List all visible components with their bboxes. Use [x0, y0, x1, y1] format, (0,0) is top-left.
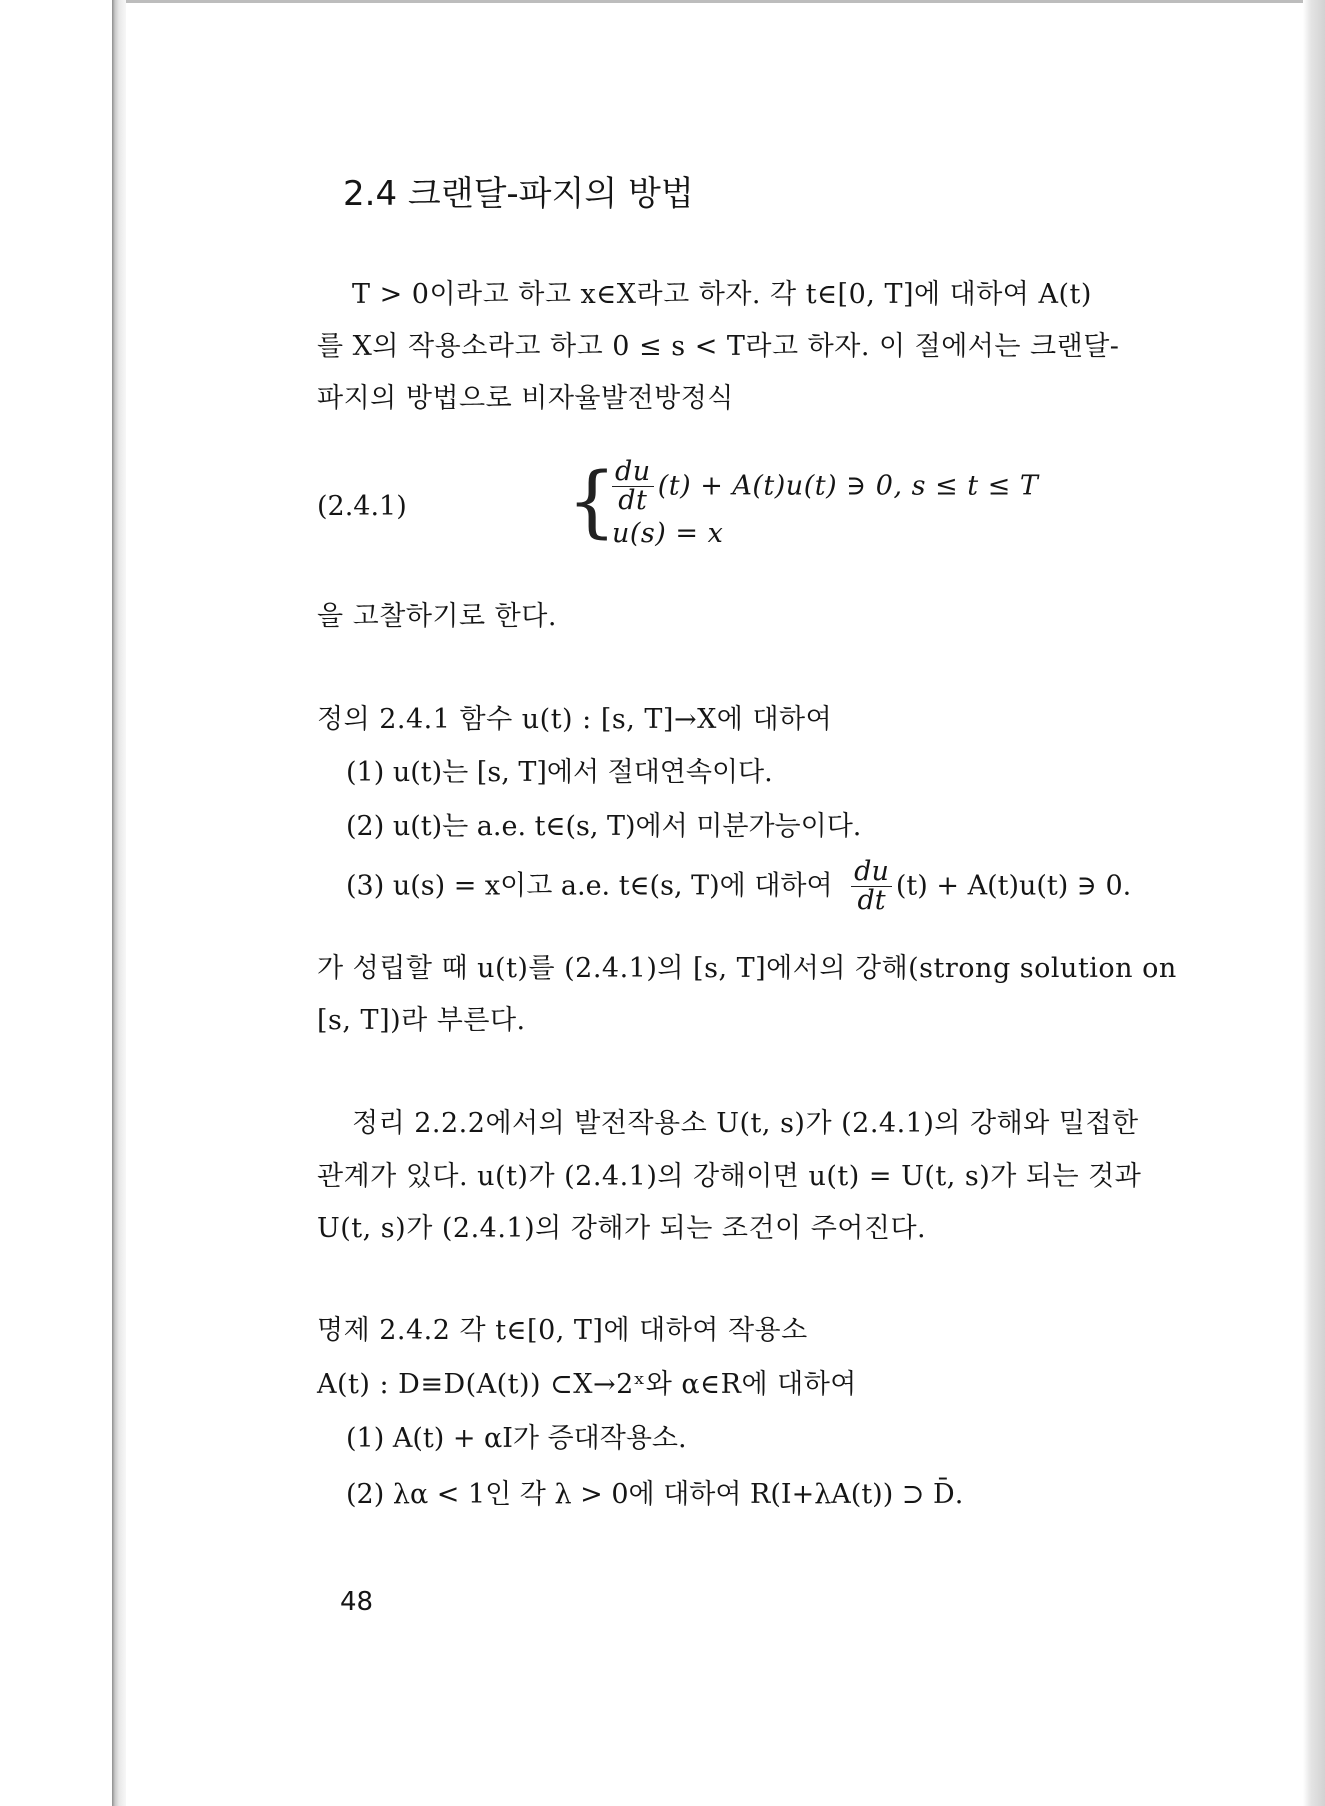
- definition-item-3-lead: (3) u(s) = x이고 a.e. t∈(s, T)에 대하여: [346, 870, 833, 902]
- page-top-edge: [112, 0, 1325, 3]
- proposition-item-1: (1) A(t) + αI가 증대작용소.: [346, 1423, 687, 1454]
- definition-heading: 정의 2.4.1 함수 u(t) : [s, T]→X에 대하여: [317, 704, 833, 735]
- proposition-item-2: (2) λα < 1인 각 λ > 0에 대하여 R(I+λA(t)) ⊃ D̄.: [346, 1479, 964, 1510]
- fraction-denominator: dt: [618, 485, 648, 517]
- page-number: 48: [340, 1587, 374, 1617]
- definition-closing-2: [s, T])라 부른다.: [317, 1005, 526, 1036]
- after-equation-text: 을 고찰하기로 한다.: [317, 601, 557, 632]
- equation-row-2: u(s) = x: [612, 518, 724, 549]
- page-right-edge: [1303, 0, 1325, 1806]
- definition-item-2: (2) u(t)는 a.e. t∈(s, T)에서 미분가능이다.: [346, 811, 862, 842]
- intro-line-2: 를 X의 작용소라고 하고 0 ≤ s < T라고 하자. 이 절에서는 크랜달-: [317, 331, 1120, 362]
- book-binding-shadow: [112, 0, 126, 1806]
- item-3-fraction-numerator: du: [851, 858, 892, 887]
- equation-row-1-rest: (t) + A(t)u(t) ∋ 0, s ≤ t ≤ T: [657, 470, 1039, 502]
- equation-brace: {: [567, 457, 617, 547]
- definition-item-1: (1) u(t)는 [s, T]에서 절대연속이다.: [346, 757, 773, 788]
- definition-closing-1: 가 성립할 때 u(t)를 (2.4.1)의 [s, T]에서의 강해(strong solution on: [317, 953, 1177, 984]
- equation-row-1: [612, 458, 1038, 516]
- intro-line-1: T > 0이라고 하고 x∈X라고 하자. 각 t∈[0, T]에 대하여 A(t): [352, 279, 1092, 310]
- derivative-fraction: [612, 458, 654, 516]
- remark-line-3: U(t, s)가 (2.4.1)의 강해가 되는 조건이 주어진다.: [317, 1213, 927, 1244]
- fraction-numerator: du: [612, 458, 654, 487]
- definition-item-3: [346, 858, 1131, 916]
- proposition-line-2: A(t) : D≡D(A(t)) ⊂X→2ˣ와 α∈R에 대하여: [317, 1369, 857, 1400]
- equation-label: (2.4.1): [317, 491, 407, 522]
- item-3-fraction-denominator: dt: [857, 885, 886, 917]
- remark-line-1: 정리 2.2.2에서의 발전작용소 U(t, s)가 (2.4.1)의 강해와 밀접한: [352, 1108, 1139, 1139]
- definition-item-3-tail: (t) + A(t)u(t) ∋ 0.: [895, 870, 1132, 902]
- proposition-heading: 명제 2.4.2 각 t∈[0, T]에 대하여 작용소: [317, 1315, 808, 1346]
- remark-line-2: 관계가 있다. u(t)가 (2.4.1)의 강해이면 u(t) = U(t, s)가 되는 것과: [317, 1161, 1142, 1192]
- section-title: 2.4 크랜달-파지의 방법: [343, 174, 694, 214]
- intro-line-3: 파지의 방법으로 비자율발전방정식: [317, 383, 734, 414]
- item-3-fraction: [851, 858, 892, 916]
